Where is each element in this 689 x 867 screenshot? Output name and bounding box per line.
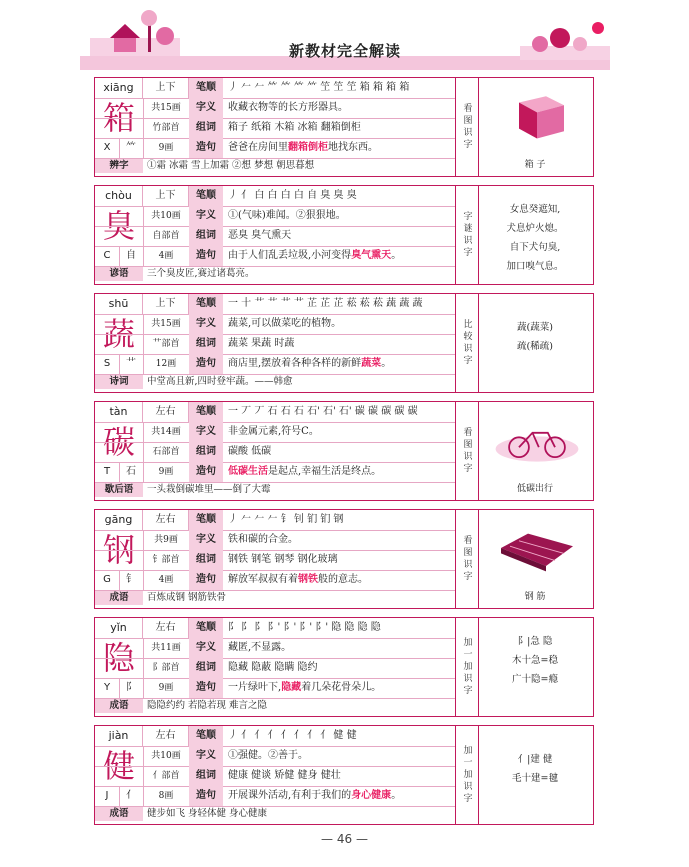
extra-text: 三个臭皮匠,赛过诸葛亮。 — [147, 268, 255, 279]
sentence-label: 造句 — [189, 786, 223, 806]
meaning-label: 字义 — [189, 206, 223, 226]
meaning-label: 字义 — [189, 638, 223, 658]
sentence-post: 。 — [391, 790, 402, 801]
side-label: 看图识字 — [455, 78, 479, 176]
pinyin: tàn — [95, 402, 143, 422]
meaning-label: 字义 — [189, 98, 223, 118]
strokes-label: 笔顺 — [189, 510, 223, 530]
side-box — [477, 78, 593, 176]
row-meaning — [95, 422, 455, 443]
extra-text: 健步如飞 身轻体健 身心健康 — [147, 808, 268, 819]
sentence-post: 着几朵花骨朵儿。 — [301, 682, 382, 693]
radical: 阝 — [119, 678, 144, 698]
sentence — [223, 786, 455, 806]
row-sentence — [95, 246, 455, 267]
sentence-highlight: 低碳生活 — [228, 466, 268, 477]
side-lines — [477, 318, 593, 356]
capital-letter: S — [95, 354, 120, 374]
page-header — [80, 10, 610, 70]
side-line: 女息癸遮知, — [509, 204, 561, 215]
strokes-label: 笔顺 — [189, 402, 223, 422]
meaning: 藏匿,不显露。 — [228, 642, 292, 653]
sentence-pre: 解放军叔叔有着 — [228, 574, 298, 585]
extra-text: ①霜 冰霜 雪上加霜 ②想 梦想 朝思暮想 — [147, 160, 315, 171]
entry-grid — [95, 294, 455, 392]
pinyin: yǐn — [95, 618, 143, 638]
row-strokes — [95, 186, 455, 207]
row-meaning — [95, 314, 455, 335]
meaning-label: 字义 — [189, 746, 223, 766]
sentence-highlight: 翻箱倒柜 — [288, 142, 328, 153]
row-meaning — [95, 638, 455, 659]
extra-label: 歇后语 — [95, 483, 143, 497]
side-caption: 钢 筋 — [524, 592, 546, 602]
radical-strokes: 9画 — [143, 138, 190, 158]
radical-strokes: 4画 — [143, 246, 190, 266]
extra-label: 诗词 — [95, 375, 143, 389]
capital-letter: X — [95, 138, 120, 158]
big-character: 健 — [95, 746, 144, 786]
radical: 钅 — [119, 570, 144, 590]
row-strokes — [95, 294, 455, 315]
entry-grid — [95, 78, 455, 176]
radical-name: 艹部首 — [143, 334, 190, 354]
sentence-highlight: 蔬菜 — [361, 358, 382, 369]
structure: 左右 — [143, 510, 189, 530]
radical-strokes: 12画 — [143, 354, 190, 374]
sentence-post: 是起点,幸福生活是终点。 — [268, 466, 382, 477]
words-label: 组词 — [189, 658, 223, 678]
sentence-post: 。 — [391, 250, 402, 261]
entry-grid — [95, 402, 455, 500]
stroke-order: 一 十 艹 艹 艹 艹 芷 芷 芷 菘 菘 菘 蔬 蔬 蔬 — [228, 298, 423, 309]
row-strokes — [95, 510, 455, 531]
side-line: 疏(稀疏) — [517, 341, 553, 352]
words: 蔬菜 果蔬 时蔬 — [228, 338, 295, 349]
side-label: 看图识字 — [455, 402, 479, 500]
row-meaning — [95, 206, 455, 227]
radical: 艹 — [119, 354, 144, 374]
pinyin: chòu — [95, 186, 143, 206]
row-sentence — [95, 786, 455, 807]
radical-strokes: 4画 — [143, 570, 190, 590]
strokes-label: 笔顺 — [189, 78, 223, 98]
structure: 左右 — [143, 726, 189, 746]
words: 钢铁 钢笔 钢琴 钢化玻璃 — [228, 554, 338, 565]
extra-text: 隐隐约约 若隐若现 难言之隐 — [147, 700, 268, 711]
words: 恶臭 臭气熏天 — [228, 230, 292, 241]
stroke-order: 一 丆 丆 石 石 石 石' 石' 石' 碳 碳 碳 碳 碳 — [228, 406, 418, 417]
stroke-count: 共9画 — [143, 530, 190, 550]
radical-strokes: 8画 — [143, 786, 190, 806]
extra-row — [95, 482, 455, 497]
strokes-label: 笔顺 — [189, 726, 223, 746]
strokes-label: 笔顺 — [189, 618, 223, 638]
sentence-pre: 由于人们乱丢垃圾,小河变得 — [228, 250, 352, 261]
row-meaning — [95, 530, 455, 551]
entry-grid — [95, 726, 455, 824]
side-box — [477, 186, 593, 284]
row-sentence — [95, 462, 455, 483]
big-character: 箱 — [95, 98, 144, 138]
radical-name: 阝部首 — [143, 658, 190, 678]
row-sentence — [95, 354, 455, 375]
sentence-post: 地找东西。 — [328, 142, 378, 153]
side-caption: 箱 子 — [524, 160, 546, 170]
stroke-count: 共10画 — [143, 746, 190, 766]
entry-grid — [95, 618, 455, 716]
stroke-order: 阝 阝 阝 阝' 阝' 阝' 阝' 隐 隐 隐 隐 — [228, 622, 381, 633]
sentence-label: 造句 — [189, 354, 223, 374]
radical-name: 石部首 — [143, 442, 190, 462]
entry-grid — [95, 186, 455, 284]
side-line: 广十隐=瘾 — [512, 674, 558, 685]
meaning: ①(气味)难闻。②狠狠地。 — [228, 210, 346, 221]
sentence — [223, 462, 455, 482]
meaning: 蔬菜,可以做菜吃的植物。 — [228, 318, 342, 329]
meaning: 铁和碳的合金。 — [228, 534, 298, 545]
words: 隐藏 隐蔽 隐瞒 隐约 — [228, 662, 318, 673]
pinyin: shū — [95, 294, 143, 314]
sentence-highlight: 臭气熏天 — [351, 250, 392, 261]
big-character: 碳 — [95, 422, 144, 462]
char-entry-4 — [94, 509, 594, 609]
side-label: 加一加识字 — [455, 618, 479, 716]
pinyin: jiàn — [95, 726, 143, 746]
char-entry-1 — [94, 185, 594, 285]
side-label: 字谜识字 — [455, 186, 479, 284]
extra-text: 中堂高且新,四时登牢蔬。——韩愈 — [147, 376, 293, 387]
side-line: 自下犬句臭, — [509, 242, 561, 253]
side-line: 加口嗅气息。 — [506, 261, 564, 272]
side-lines — [477, 750, 593, 788]
sentence — [223, 138, 455, 158]
side-line: 阝|急 隐 — [517, 636, 553, 647]
page-title: 新教材完全解读 — [288, 42, 401, 60]
words-label: 组词 — [189, 334, 223, 354]
words-label: 组词 — [189, 550, 223, 570]
side-line: 蔬(蔬菜) — [517, 322, 553, 333]
capital-letter: T — [95, 462, 120, 482]
radical-strokes: 9画 — [143, 678, 190, 698]
sentence-highlight: 身心健康 — [351, 790, 392, 801]
structure: 上下 — [143, 186, 189, 206]
bicycle-icon — [492, 412, 582, 468]
stroke-order: 丿 亻 亻 亻 亻 亻 亻 亻 健 健 — [228, 730, 357, 741]
side-line: 毛十建=毽 — [512, 773, 558, 784]
meaning-label: 字义 — [189, 314, 223, 334]
side-box — [477, 402, 593, 500]
row-strokes — [95, 618, 455, 639]
row-words — [95, 442, 455, 463]
extra-row — [95, 806, 455, 821]
radical: 自 — [119, 246, 144, 266]
row-meaning — [95, 746, 455, 767]
stroke-count: 共10画 — [143, 206, 190, 226]
capital-letter: J — [95, 786, 120, 806]
stroke-count: 共11画 — [143, 638, 190, 658]
row-words — [95, 226, 455, 247]
char-entry-3 — [94, 401, 594, 501]
structure: 左右 — [143, 402, 189, 422]
words: 箱子 纸箱 木箱 冰箱 翻箱倒柜 — [228, 122, 361, 133]
radical: 亻 — [119, 786, 144, 806]
row-sentence — [95, 138, 455, 159]
row-sentence — [95, 678, 455, 699]
structure: 左右 — [143, 618, 189, 638]
stroke-order: 丿 亻 白 白 白 白 自 臭 臭 臭 — [228, 190, 357, 201]
extra-label: 成语 — [95, 807, 143, 821]
radical: ⺮ — [119, 138, 144, 158]
stroke-count: 共15画 — [143, 98, 190, 118]
stroke-count: 共15画 — [143, 314, 190, 334]
radical-name: 竹部首 — [143, 118, 190, 138]
row-strokes — [95, 726, 455, 747]
side-box — [477, 618, 593, 716]
meaning: ①强健。②善于。 — [228, 750, 308, 761]
extra-label: 成语 — [95, 699, 143, 713]
row-words — [95, 766, 455, 787]
steel-bars-icon — [492, 520, 582, 576]
row-strokes — [95, 78, 455, 99]
side-label: 加一加识字 — [455, 726, 479, 824]
pinyin: xiāng — [95, 78, 143, 98]
sentence-pre: 商店里,摆放着各种各样的新鲜 — [228, 358, 362, 369]
meaning-label: 字义 — [189, 530, 223, 550]
sentence-pre: 开展课外活动,有利于我们的 — [228, 790, 352, 801]
sentence-post: 。 — [381, 358, 392, 369]
strokes-label: 笔顺 — [189, 186, 223, 206]
sentence-post: 般的意志。 — [318, 574, 368, 585]
radical-name: 钅部首 — [143, 550, 190, 570]
extra-label: 成语 — [95, 591, 143, 605]
side-lines — [477, 200, 593, 276]
sentence — [223, 678, 455, 698]
char-entry-6 — [94, 725, 594, 825]
sentence-pre: 爸爸在房间里 — [228, 142, 288, 153]
strokes-label: 笔顺 — [189, 294, 223, 314]
pinyin: gāng — [95, 510, 143, 530]
row-meaning — [95, 98, 455, 119]
char-entry-0 — [94, 77, 594, 177]
side-label: 看图识字 — [455, 510, 479, 608]
row-strokes — [95, 402, 455, 423]
side-label: 比较识字 — [455, 294, 479, 392]
words: 碳酸 低碳 — [228, 446, 272, 457]
side-line: 木十急=稳 — [512, 655, 558, 666]
sentence-highlight: 隐藏 — [281, 682, 302, 693]
row-sentence — [95, 570, 455, 591]
sentence-label: 造句 — [189, 570, 223, 590]
radical-name: 亻部首 — [143, 766, 190, 786]
row-words — [95, 334, 455, 355]
row-words — [95, 658, 455, 679]
big-character: 蔬 — [95, 314, 144, 354]
row-words — [95, 550, 455, 571]
sentence-label: 造句 — [189, 246, 223, 266]
page-number: — 46 — — [321, 832, 368, 846]
side-caption: 低碳出行 — [516, 484, 553, 494]
side-box — [477, 510, 593, 608]
sentence-highlight: 钢铁 — [298, 574, 318, 585]
flower-decoration-icon — [520, 14, 610, 60]
extra-row — [95, 158, 455, 173]
extra-text: 一头栽倒碳堆里——倒了大霉 — [147, 484, 271, 495]
side-box — [477, 294, 593, 392]
side-box — [477, 726, 593, 824]
big-character: 臭 — [95, 206, 144, 246]
extra-text: 百炼成钢 钢筋铁骨 — [147, 592, 227, 603]
entry-grid — [95, 510, 455, 608]
side-line: 犬息炉火熄。 — [506, 223, 564, 234]
words: 健康 健谈 矫健 健身 健壮 — [228, 770, 341, 781]
meaning-label: 字义 — [189, 422, 223, 442]
sentence-label: 造句 — [189, 138, 223, 158]
big-character: 隐 — [95, 638, 144, 678]
sentence-label: 造句 — [189, 462, 223, 482]
row-words — [95, 118, 455, 139]
sentence-pre: 一片绿叶下, — [228, 682, 282, 693]
capital-letter: C — [95, 246, 120, 266]
sentence — [223, 246, 455, 266]
extra-label: 辨字 — [95, 159, 143, 173]
extra-row — [95, 266, 455, 281]
side-lines — [477, 632, 593, 689]
meaning: 非金属元素,符号C。 — [228, 426, 319, 437]
char-entry-2 — [94, 293, 594, 393]
radical-strokes: 9画 — [143, 462, 190, 482]
char-entry-5 — [94, 617, 594, 717]
capital-letter: G — [95, 570, 120, 590]
stroke-order: 丿 𠂉 𠂉 ⺮ ⺮ ⺮ ⺮ 笁 笁 笁 箱 箱 箱 箱 — [228, 82, 410, 93]
extra-row — [95, 590, 455, 605]
extra-row — [95, 374, 455, 389]
words-label: 组词 — [189, 226, 223, 246]
stroke-count: 共14画 — [143, 422, 190, 442]
extra-label: 谚语 — [95, 267, 143, 281]
structure: 上下 — [143, 294, 189, 314]
side-line: 亻|建 健 — [517, 754, 553, 765]
box-illustration-icon — [492, 88, 582, 144]
words-label: 组词 — [189, 442, 223, 462]
extra-row — [95, 698, 455, 713]
sentence-label: 造句 — [189, 678, 223, 698]
capital-letter: Y — [95, 678, 120, 698]
radical: 石 — [119, 462, 144, 482]
structure: 上下 — [143, 78, 189, 98]
meaning: 收藏衣物等的长方形器具。 — [228, 102, 348, 113]
sentence — [223, 354, 455, 374]
big-character: 钢 — [95, 530, 144, 570]
sentence — [223, 570, 455, 590]
radical-name: 自部首 — [143, 226, 190, 246]
words-label: 组词 — [189, 118, 223, 138]
words-label: 组词 — [189, 766, 223, 786]
stroke-order: 丿 𠂉 𠂉 𠂉 钅 钊 钔 钔 钢 — [228, 514, 344, 525]
